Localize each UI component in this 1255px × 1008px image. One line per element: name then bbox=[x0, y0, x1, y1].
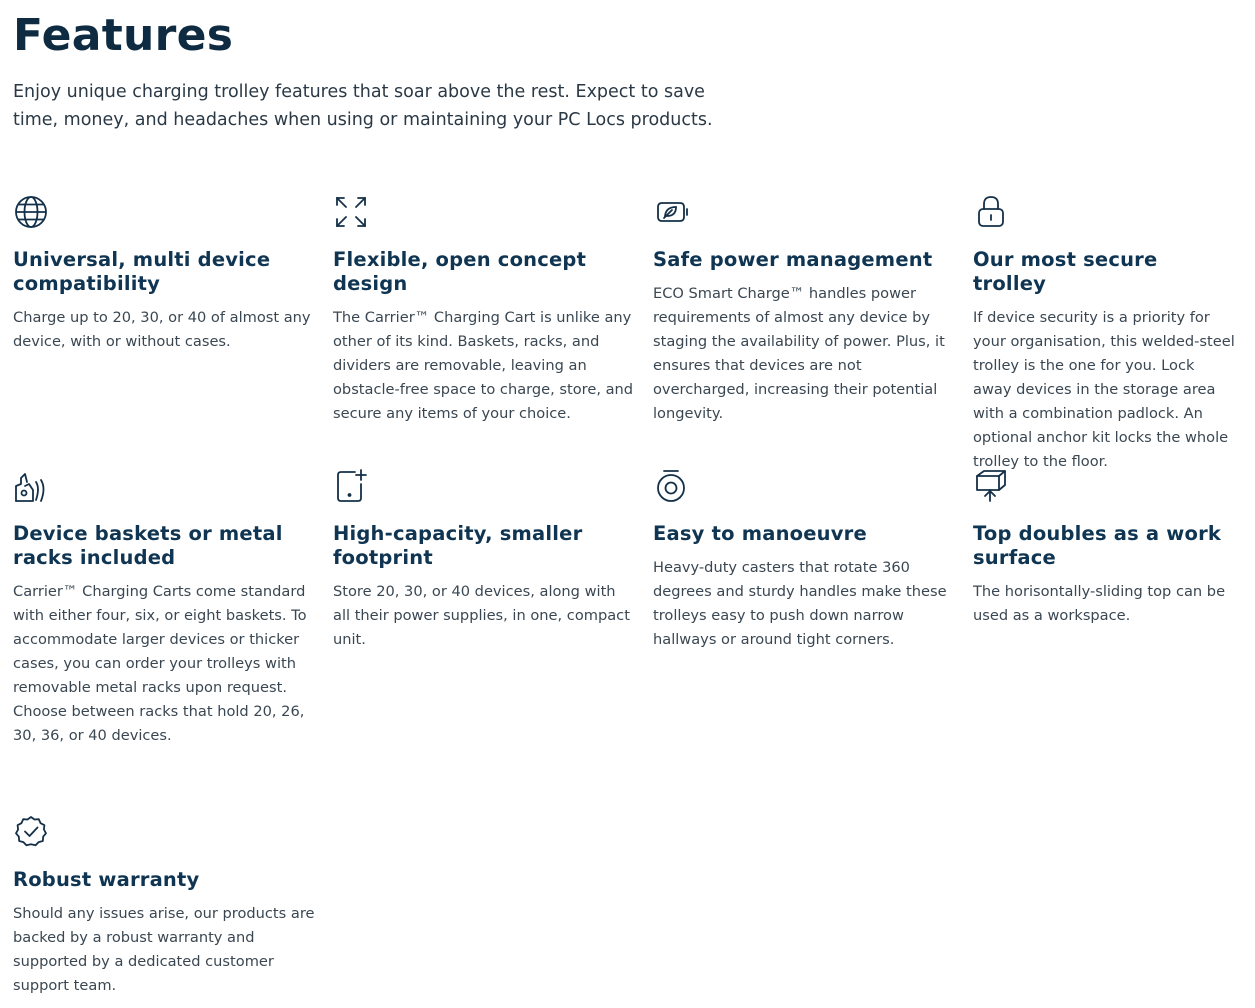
feature-description: If device security is a priority for your organisation, this welded-steel trolley is the one for you. Lock away devices in the storage area with a combination padlock. An optional anchor kit locks the whole trolley to the floor. bbox=[973, 309, 1235, 470]
feature-card bbox=[973, 194, 1253, 468]
feature-title: Flexible, open concept design bbox=[333, 248, 587, 295]
feature-card bbox=[653, 468, 973, 814]
features-grid bbox=[13, 194, 1253, 998]
devices-basket-icon bbox=[13, 468, 49, 504]
feature-title: Safe power management bbox=[653, 248, 933, 271]
feature-description: Should any issues arise, our products are backed by a robust warranty and supported by a dedicated customer support team. bbox=[13, 905, 315, 994]
badge-check-icon bbox=[13, 814, 49, 850]
feature-description: ECO Smart Charge™ handles power requirements of almost any device by staging the availability of power. Plus, it ensures that devices are not overcharged, increasing their potential longevity. bbox=[653, 285, 945, 422]
expand-arrows-icon bbox=[333, 194, 369, 230]
feature-card bbox=[13, 814, 333, 998]
feature-card bbox=[333, 468, 653, 814]
globe-icon bbox=[13, 194, 49, 230]
feature-title: Robust warranty bbox=[13, 868, 200, 891]
feature-description: Store 20, 30, or 40 devices, along with all their power supplies, in one, compact unit. bbox=[333, 583, 630, 648]
feature-title: Device baskets or metal racks included bbox=[13, 522, 283, 569]
feature-description: Carrier™ Charging Carts come standard with either four, six, or eight baskets. To accommodate larger devices or thicker cases, you can order your trolleys with removable metal racks upon request. Choose between racks that hold 20, 26, 30, 36, or 40 devices. bbox=[13, 583, 307, 744]
padlock-icon bbox=[973, 194, 1009, 230]
feature-title: Top doubles as a work surface bbox=[973, 522, 1222, 569]
page-title: Features bbox=[13, 10, 234, 61]
feature-description: The horisontally-sliding top can be used as a workspace. bbox=[973, 583, 1226, 624]
feature-title: High-capacity, smaller footprint bbox=[333, 522, 583, 569]
box-upload-icon bbox=[973, 468, 1009, 504]
feature-card bbox=[333, 194, 653, 468]
feature-title: Easy to manoeuvre bbox=[653, 522, 867, 545]
feature-description: Heavy-duty casters that rotate 360 degrees and sturdy handles make these trolleys easy to push down narrow hallways or around tight corners. bbox=[653, 559, 947, 648]
tablet-plus-icon bbox=[333, 468, 369, 504]
battery-leaf-icon bbox=[653, 194, 689, 230]
feature-card bbox=[973, 468, 1253, 814]
caster-wheel-icon bbox=[653, 468, 689, 504]
feature-description: The Carrier™ Charging Cart is unlike any other of its kind. Baskets, racks, and dividers are removable, leaving an obstacle-free space to charge, store, and secure any items of your choice. bbox=[333, 309, 634, 422]
feature-card bbox=[13, 468, 333, 814]
intro-text: Enjoy unique charging trolley features that soar above the rest. Expect to save time, money, and headaches when using or maintaining your PC Locs products. bbox=[13, 82, 713, 130]
feature-title: Our most secure trolley bbox=[973, 248, 1158, 295]
feature-description: Charge up to 20, 30, or 40 of almost any device, with or without cases. bbox=[13, 309, 311, 350]
feature-card bbox=[653, 194, 973, 468]
feature-title: Universal, multi device compatibility bbox=[13, 248, 271, 295]
feature-card bbox=[13, 194, 333, 468]
